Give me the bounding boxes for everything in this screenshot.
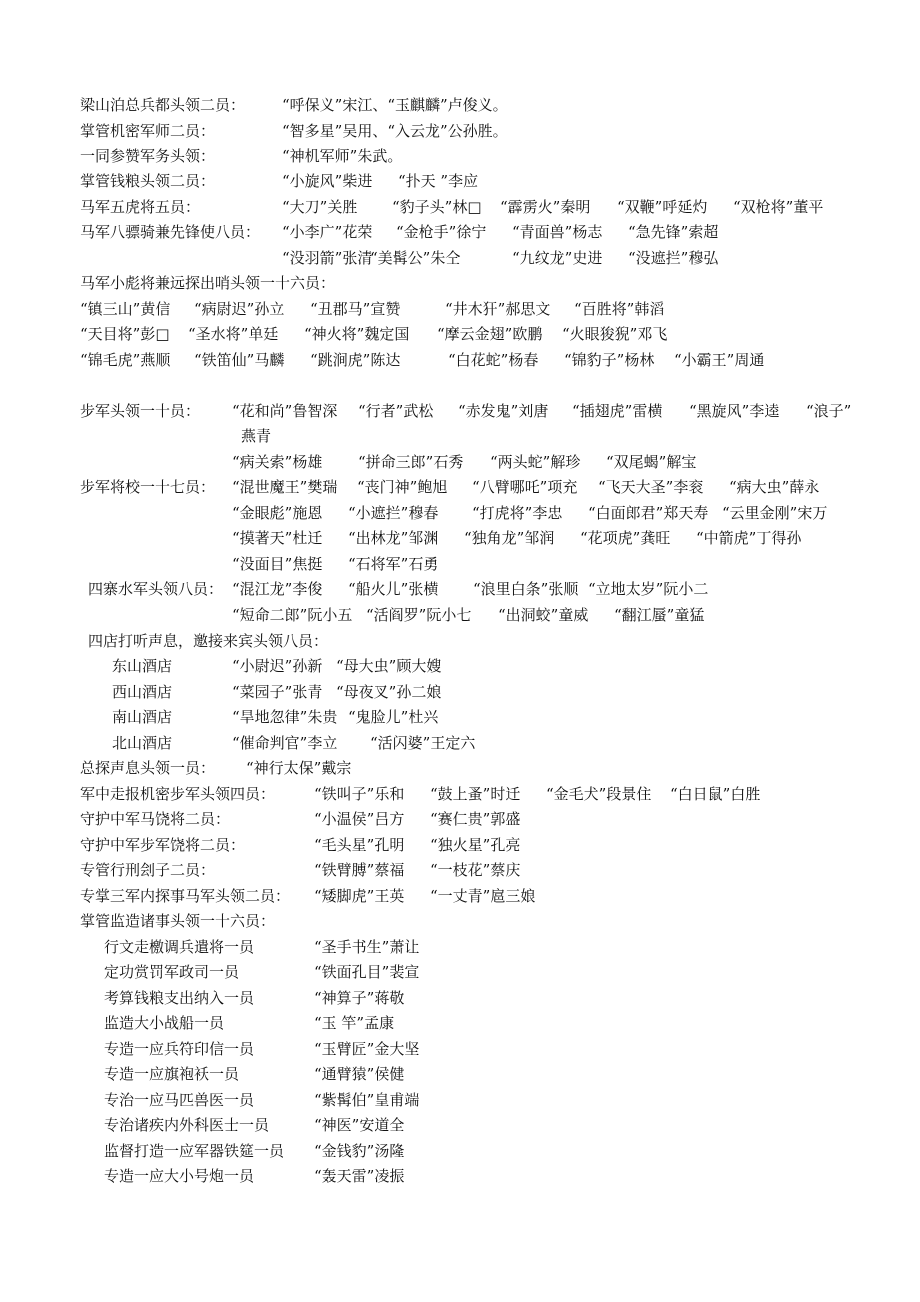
text-cell: 守护中军马饶将二员： bbox=[80, 810, 231, 828]
text-cell: 总探声息头领一员： bbox=[80, 759, 216, 777]
text-cell: 马军八骠骑兼先锋使八员： bbox=[80, 223, 261, 241]
text-cell: “铁叫子”乐和 bbox=[314, 785, 405, 803]
text-cell: 守护中军步军饶将二员： bbox=[80, 836, 246, 854]
text-cell: 专造一应兵符印信一员 bbox=[104, 1040, 255, 1058]
text-cell: “鬼脸儿”杜兴 bbox=[348, 708, 439, 726]
text-cell: 专造一应大小号炮一员 bbox=[104, 1167, 255, 1185]
text-cell: “玉臂匠”金大坚 bbox=[314, 1040, 420, 1058]
text-cell: “翻江蜃”童猛 bbox=[614, 606, 705, 624]
text-cell: “锦毛虎”燕顺 bbox=[80, 351, 171, 369]
text-cell: 燕青 bbox=[241, 427, 272, 445]
text-cell: 监督打造一应军器铁筵一员 bbox=[104, 1142, 285, 1160]
text-cell: “小尉迟”孙新 bbox=[232, 657, 323, 675]
text-cell: “丧门神”鲍旭 bbox=[357, 478, 448, 496]
text-cell: “立地太岁”阮小二 bbox=[588, 580, 709, 598]
text-cell: “母夜叉”孙二娘 bbox=[336, 683, 442, 701]
text-cell: “白花蛇”杨春 bbox=[448, 351, 539, 369]
text-cell: “病尉迟”孙立 bbox=[194, 300, 285, 318]
text-cell: “病关索”杨雄 bbox=[232, 453, 323, 471]
text-cell: “铁面孔目”裴宣 bbox=[314, 963, 420, 981]
text-cell: “浪里白条”张顺 bbox=[473, 580, 579, 598]
text-cell: “金毛犬”段景住 bbox=[546, 785, 652, 803]
text-cell: “铁笛仙”马麟 bbox=[194, 351, 285, 369]
text-cell: 考算钱粮支出纳入一员 bbox=[104, 989, 255, 1007]
text-cell: 北山酒店 bbox=[112, 734, 173, 752]
text-cell: “神行太保”戴宗 bbox=[246, 759, 352, 777]
text-cell: “神算子”蒋敬 bbox=[314, 989, 405, 1007]
text-cell: “玉 竿”孟康 bbox=[314, 1014, 395, 1032]
text-cell: “锦豹子”杨林 bbox=[564, 351, 655, 369]
text-cell: “扑天 ”李应 bbox=[398, 172, 479, 190]
text-cell: “小旋风”柴进 bbox=[282, 172, 373, 190]
text-cell: 专管行刑刽子二员： bbox=[80, 861, 216, 879]
text-cell: “花项虎”龚旺 bbox=[580, 529, 671, 547]
text-cell: “跳涧虎”陈达 bbox=[310, 351, 401, 369]
text-cell: “矮脚虎”王英 bbox=[314, 887, 405, 905]
text-cell: “智多星”吴用、“入云龙”公孙胜。 bbox=[282, 122, 508, 140]
text-cell: “青面兽”杨志 bbox=[512, 223, 603, 241]
text-cell: “神医”安道全 bbox=[314, 1116, 405, 1134]
text-cell: “天目将”彭□ bbox=[80, 325, 170, 343]
text-cell: “小遮拦”穆春 bbox=[348, 504, 439, 522]
text-cell: “菜园子”张青 bbox=[232, 683, 323, 701]
text-cell: 东山酒店 bbox=[112, 657, 173, 675]
text-cell: “石将军”石勇 bbox=[348, 555, 439, 573]
text-cell: “丑郡马”宣赞 bbox=[310, 300, 401, 318]
text-cell: 监造大小战船一员 bbox=[104, 1014, 225, 1032]
text-cell: “火眼狻猊”邓飞 bbox=[562, 325, 668, 343]
text-cell: “赤发鬼”刘唐 bbox=[458, 402, 549, 420]
text-cell: “轰天雷”凌振 bbox=[314, 1167, 405, 1185]
text-cell: “鼓上蚤”时迁 bbox=[430, 785, 521, 803]
text-cell: 军中走报机密步军头领四员： bbox=[80, 785, 276, 803]
text-cell: “赛仁贵”郭盛 bbox=[430, 810, 521, 828]
text-cell: “神火将”魏定国 bbox=[304, 325, 410, 343]
text-cell: “没面目”焦挺 bbox=[232, 555, 323, 573]
text-cell: “出林龙”邹渊 bbox=[348, 529, 439, 547]
text-cell: “没羽箭”张清 bbox=[282, 249, 373, 267]
text-cell: “神机军师”朱武。 bbox=[282, 147, 403, 165]
text-cell: 马军五虎将五员： bbox=[80, 198, 201, 216]
text-cell: “黑旋风”李逵 bbox=[689, 402, 780, 420]
text-cell: “白面郎君”郑天寿 bbox=[588, 504, 709, 522]
text-cell: “急先锋”索超 bbox=[628, 223, 719, 241]
text-cell: “白日鼠”白胜 bbox=[670, 785, 761, 803]
text-cell: “双尾蝎”解宝 bbox=[606, 453, 697, 471]
text-cell: “船火儿”张横 bbox=[348, 580, 439, 598]
text-cell: “豹子头”林□ bbox=[392, 198, 482, 216]
text-cell: 梁山泊总兵都头领二员： bbox=[80, 96, 246, 114]
text-cell: “花和尚”鲁智深 bbox=[232, 402, 338, 420]
text-cell: “混江龙”李俊 bbox=[232, 580, 323, 598]
text-cell: “九纹龙”史进 bbox=[512, 249, 603, 267]
text-cell: 四店打听声息，邀接来宾头领八员： bbox=[88, 632, 329, 650]
text-cell: 掌管监造诸事头领一十六员： bbox=[80, 912, 276, 930]
text-cell: “两头蛇”解珍 bbox=[490, 453, 581, 471]
text-cell: “独角龙”邹润 bbox=[464, 529, 555, 547]
text-cell: “一丈青”扈三娘 bbox=[430, 887, 536, 905]
text-cell: “井木犴”郝思文 bbox=[445, 300, 551, 318]
text-cell: 掌管机密军师二员： bbox=[80, 122, 216, 140]
text-cell: “混世魔王”樊瑞 bbox=[232, 478, 338, 496]
text-cell: “飞天大圣”李衮 bbox=[598, 478, 704, 496]
text-cell: “摩云金翅”欧鹏 bbox=[437, 325, 543, 343]
text-cell: “出洞蛟”童威 bbox=[498, 606, 589, 624]
text-cell: “双鞭”呼延灼 bbox=[617, 198, 708, 216]
text-cell: 一同参赞军务头领： bbox=[80, 147, 216, 165]
text-cell: “没遮拦”穆弘 bbox=[628, 249, 719, 267]
text-cell: “圣手书生”萧让 bbox=[314, 938, 420, 956]
text-cell: “霹雳火”秦明 bbox=[500, 198, 591, 216]
text-cell: “双枪将”董平 bbox=[733, 198, 824, 216]
text-cell: 南山酒店 bbox=[112, 708, 173, 726]
text-cell: “圣水将”单廷 bbox=[188, 325, 279, 343]
text-cell: “一枝花”蔡庆 bbox=[430, 861, 521, 879]
text-cell: 马军小彪将兼远探出哨头领一十六员： bbox=[80, 274, 336, 292]
text-cell: 定功赏罚军政司一员 bbox=[104, 963, 240, 981]
text-cell: “呼保义”宋江、“玉麒麟”卢俊义。 bbox=[282, 96, 508, 114]
text-cell: “打虎将”李忠 bbox=[472, 504, 563, 522]
text-cell: “插翅虎”雷横 bbox=[572, 402, 663, 420]
text-cell: 掌管钱粮头领二员： bbox=[80, 172, 216, 190]
text-cell: “独火星”孔亮 bbox=[430, 836, 521, 854]
text-cell: “大刀”关胜 bbox=[282, 198, 358, 216]
text-cell: “铁臂膊”蔡福 bbox=[314, 861, 405, 879]
text-cell: “拼命三郎”石秀 bbox=[358, 453, 464, 471]
text-cell: “中箭虎”丁得孙 bbox=[696, 529, 802, 547]
text-cell: “病大虫”薛永 bbox=[729, 478, 820, 496]
text-cell: “金眼彪”施恩 bbox=[232, 504, 323, 522]
text-cell: “母大虫”顾大嫂 bbox=[336, 657, 442, 675]
text-cell: 步军将校一十七员： bbox=[80, 478, 216, 496]
text-cell: “活阎罗”阮小七 bbox=[366, 606, 472, 624]
text-cell: “金钱豹”汤隆 bbox=[314, 1142, 405, 1160]
text-cell: “短命二郎”阮小五 bbox=[232, 606, 353, 624]
text-cell: 西山酒店 bbox=[112, 683, 173, 701]
text-cell: “八臂哪吒”项充 bbox=[472, 478, 578, 496]
text-cell: 行文走檄调兵遣将一员 bbox=[104, 938, 255, 956]
text-cell: “旱地忽律”朱贵 bbox=[232, 708, 338, 726]
text-cell: 专治一应马匹兽医一员 bbox=[104, 1091, 255, 1109]
text-cell: “小温侯”吕方 bbox=[314, 810, 405, 828]
text-cell: “摸著天”杜迁 bbox=[232, 529, 323, 547]
text-cell: “紫髯伯”皇甫端 bbox=[314, 1091, 420, 1109]
text-cell: 步军头领一十员： bbox=[80, 402, 201, 420]
text-cell: “浪子” bbox=[806, 402, 852, 420]
text-cell: “小李广”花荣 bbox=[282, 223, 373, 241]
text-cell: “催命判官”李立 bbox=[232, 734, 338, 752]
text-cell: “毛头星”孔明 bbox=[314, 836, 405, 854]
text-cell: “百胜将”韩滔 bbox=[574, 300, 665, 318]
text-cell: 四寨水军头领八员： bbox=[88, 580, 224, 598]
text-cell: “行者”武松 bbox=[358, 402, 434, 420]
text-cell: “云里金刚”宋万 bbox=[722, 504, 828, 522]
text-cell: 专治诸疾内外科医士一员 bbox=[104, 1116, 270, 1134]
text-cell: “美髯公”朱仝 bbox=[370, 249, 461, 267]
text-cell: “活闪婆”王定六 bbox=[370, 734, 476, 752]
text-cell: “镇三山”黄信 bbox=[80, 300, 171, 318]
text-cell: 专掌三军内探事马军头领二员： bbox=[80, 887, 291, 905]
text-cell: “金枪手”徐宁 bbox=[396, 223, 487, 241]
text-cell: “通臂猿”侯健 bbox=[314, 1065, 405, 1083]
text-cell: “小霸王”周通 bbox=[674, 351, 765, 369]
text-cell: 专造一应旗袍袄一员 bbox=[104, 1065, 240, 1083]
